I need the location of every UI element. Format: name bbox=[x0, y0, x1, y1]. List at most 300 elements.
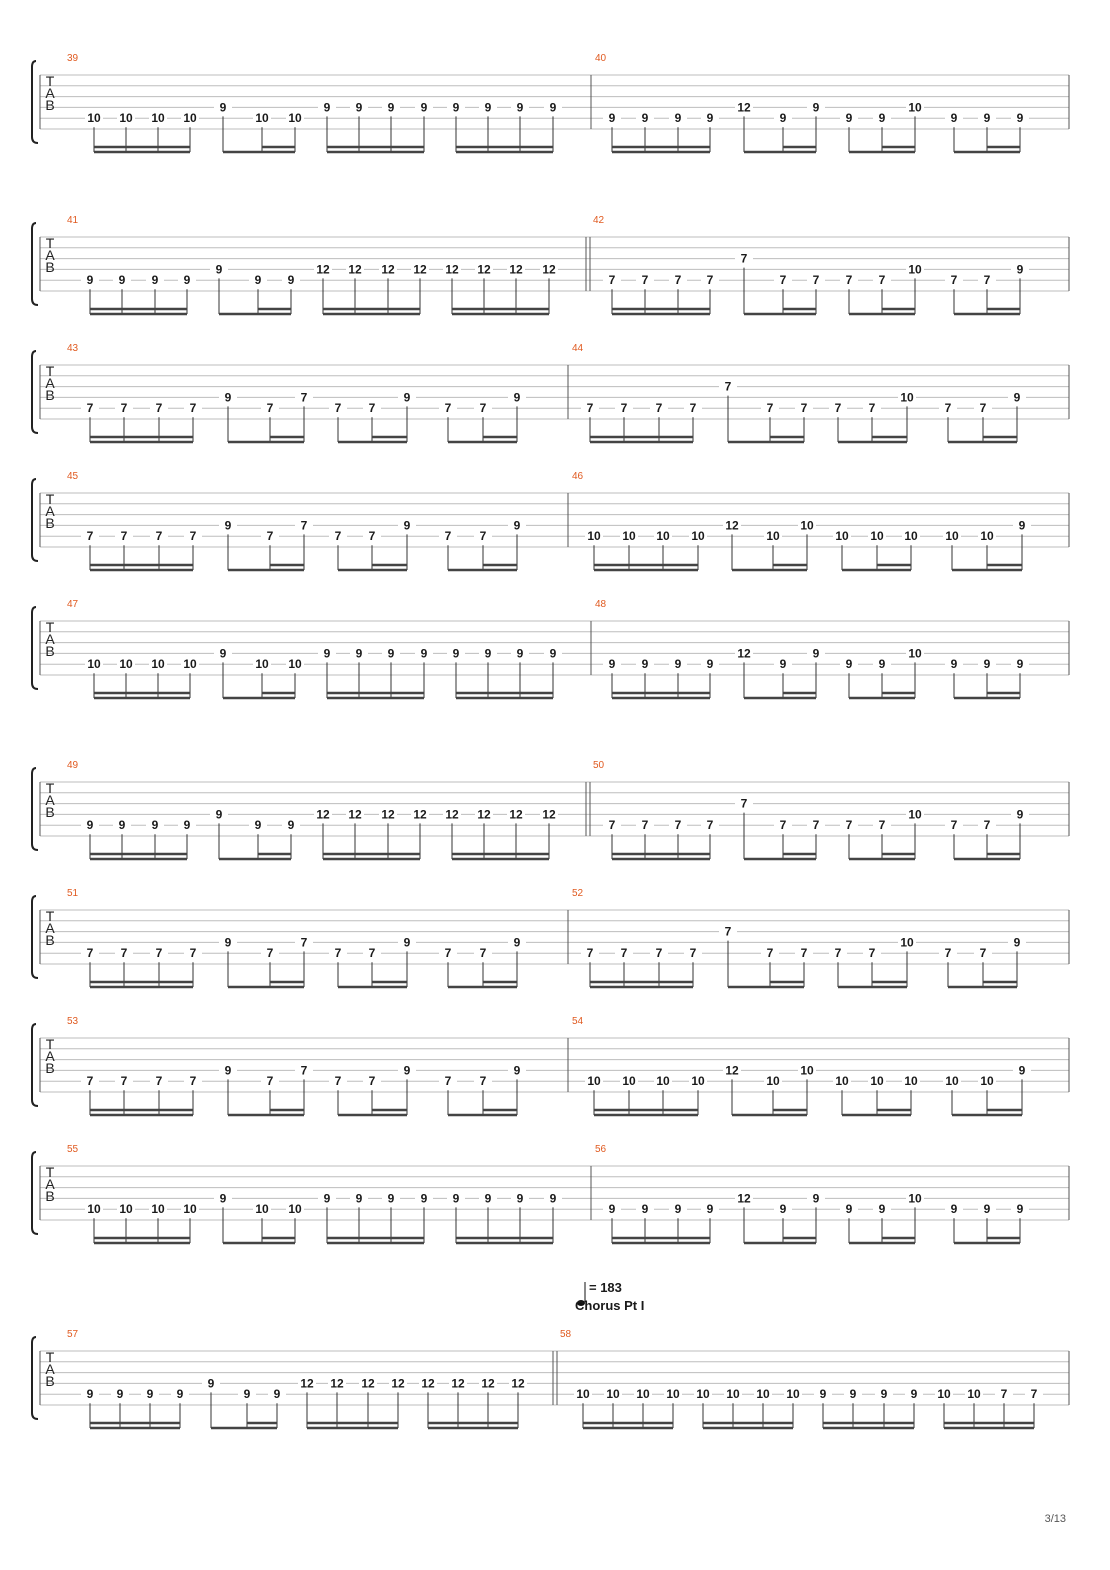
fret-number: 12 bbox=[330, 1376, 344, 1391]
fret-number: 9 bbox=[812, 646, 820, 661]
fret-number: 9 bbox=[387, 646, 395, 661]
fret-number: 10 bbox=[786, 1387, 800, 1402]
fret-number: 7 bbox=[334, 1074, 342, 1089]
fret-number: 9 bbox=[224, 390, 232, 405]
fret-number: 10 bbox=[908, 100, 922, 115]
fret-number: 7 bbox=[155, 401, 163, 416]
measure-number: 42 bbox=[593, 215, 605, 226]
system-bracket bbox=[32, 607, 38, 689]
fret-number: 9 bbox=[641, 657, 649, 672]
fret-number: 7 bbox=[620, 401, 628, 416]
fret-number: 7 bbox=[950, 818, 958, 833]
fret-number: 10 bbox=[119, 111, 133, 126]
measure-number: 56 bbox=[595, 1144, 607, 1155]
fret-number: 10 bbox=[87, 1202, 101, 1217]
fret-number: 12 bbox=[445, 262, 459, 277]
tab-clef-letter: B bbox=[45, 643, 55, 659]
fret-number: 10 bbox=[656, 1074, 670, 1089]
fret-number: 10 bbox=[151, 1202, 165, 1217]
system-bracket bbox=[32, 1024, 38, 1106]
fret-number: 7 bbox=[740, 251, 748, 266]
fret-number: 9 bbox=[452, 100, 460, 115]
fret-number: 7 bbox=[155, 529, 163, 544]
tab-clef-letter: T bbox=[45, 619, 55, 635]
fret-number: 10 bbox=[622, 1074, 636, 1089]
fret-number: 7 bbox=[189, 529, 197, 544]
tab-clef-letter: T bbox=[45, 1349, 55, 1365]
tab-system bbox=[32, 760, 1069, 859]
fret-number: 9 bbox=[243, 1387, 251, 1402]
measure-number: 57 bbox=[67, 1329, 79, 1340]
fret-number: 12 bbox=[348, 262, 362, 277]
fret-number: 10 bbox=[945, 529, 959, 544]
fret-number: 9 bbox=[513, 935, 521, 950]
fret-number: 12 bbox=[542, 262, 556, 277]
tab-clef-letter: T bbox=[45, 363, 55, 379]
tempo-value: = 183 bbox=[589, 1280, 622, 1295]
fret-number: 12 bbox=[481, 1376, 495, 1391]
fret-number: 10 bbox=[900, 390, 914, 405]
fret-number: 9 bbox=[219, 100, 227, 115]
fret-number: 10 bbox=[908, 646, 922, 661]
system-bracket bbox=[32, 351, 38, 433]
tab-system bbox=[32, 1144, 1069, 1243]
fret-number: 7 bbox=[812, 818, 820, 833]
fret-number: 12 bbox=[413, 262, 427, 277]
fret-number: 9 bbox=[484, 100, 492, 115]
fret-number: 9 bbox=[1016, 111, 1024, 126]
fret-number: 7 bbox=[300, 935, 308, 950]
fret-number: 7 bbox=[86, 946, 94, 961]
fret-number: 7 bbox=[444, 401, 452, 416]
fret-number: 9 bbox=[86, 273, 94, 288]
tab-clef-letter: A bbox=[45, 1361, 55, 1377]
fret-number: 9 bbox=[183, 818, 191, 833]
tab-system bbox=[32, 888, 1069, 987]
fret-number: 10 bbox=[766, 1074, 780, 1089]
fret-number: 10 bbox=[980, 1074, 994, 1089]
fret-number: 7 bbox=[689, 401, 697, 416]
fret-number: 10 bbox=[87, 111, 101, 126]
measure-number: 39 bbox=[67, 53, 79, 64]
fret-number: 7 bbox=[368, 401, 376, 416]
fret-number: 9 bbox=[403, 518, 411, 533]
tab-clef-letter: T bbox=[45, 1164, 55, 1180]
fret-number: 7 bbox=[706, 818, 714, 833]
fret-number: 7 bbox=[724, 924, 732, 939]
fret-number: 9 bbox=[387, 100, 395, 115]
fret-number: 9 bbox=[819, 1387, 827, 1402]
fret-number: 7 bbox=[368, 1074, 376, 1089]
system-bracket bbox=[32, 223, 38, 305]
fret-number: 9 bbox=[224, 935, 232, 950]
fret-number: 7 bbox=[120, 401, 128, 416]
measure-number: 43 bbox=[67, 343, 79, 354]
measure-number: 54 bbox=[572, 1016, 584, 1027]
fret-number: 9 bbox=[878, 1202, 886, 1217]
fret-number: 10 bbox=[870, 1074, 884, 1089]
fret-number: 10 bbox=[587, 529, 601, 544]
measure-number: 53 bbox=[67, 1016, 79, 1027]
fret-number: 7 bbox=[983, 273, 991, 288]
fret-number: 7 bbox=[724, 379, 732, 394]
fret-number: 9 bbox=[86, 1387, 94, 1402]
fret-number: 7 bbox=[266, 1074, 274, 1089]
fret-number: 9 bbox=[420, 646, 428, 661]
fret-number: 12 bbox=[421, 1376, 435, 1391]
fret-number: 9 bbox=[287, 818, 295, 833]
system-bracket bbox=[32, 768, 38, 850]
fret-number: 10 bbox=[937, 1387, 951, 1402]
section-label: Chorus Pt I bbox=[575, 1298, 645, 1313]
fret-number: 9 bbox=[706, 657, 714, 672]
measure-number: 50 bbox=[593, 760, 605, 771]
fret-number: 9 bbox=[355, 100, 363, 115]
fret-number: 10 bbox=[587, 1074, 601, 1089]
fret-number: 9 bbox=[513, 1063, 521, 1078]
fret-number: 7 bbox=[766, 401, 774, 416]
fret-number: 7 bbox=[1030, 1387, 1038, 1402]
fret-number: 9 bbox=[355, 1191, 363, 1206]
fret-number: 7 bbox=[444, 946, 452, 961]
measure-number: 51 bbox=[67, 888, 79, 899]
tab-clef-letter: A bbox=[45, 792, 55, 808]
fret-number: 12 bbox=[509, 262, 523, 277]
fret-number: 9 bbox=[845, 657, 853, 672]
fret-number: 10 bbox=[151, 111, 165, 126]
fret-number: 9 bbox=[151, 818, 159, 833]
fret-number: 10 bbox=[87, 657, 101, 672]
fret-number: 7 bbox=[979, 946, 987, 961]
fret-number: 12 bbox=[477, 807, 491, 822]
fret-number: 9 bbox=[983, 111, 991, 126]
system-bracket bbox=[32, 1337, 38, 1419]
fret-number: 9 bbox=[273, 1387, 281, 1402]
fret-number: 7 bbox=[620, 946, 628, 961]
fret-number: 9 bbox=[1016, 807, 1024, 822]
tab-clef-letter: B bbox=[45, 1060, 55, 1076]
tab-clef-letter: B bbox=[45, 259, 55, 275]
fret-number: 7 bbox=[120, 1074, 128, 1089]
measure-number: 47 bbox=[67, 599, 79, 610]
fret-number: 12 bbox=[511, 1376, 525, 1391]
system-bracket bbox=[32, 61, 38, 143]
fret-number: 12 bbox=[542, 807, 556, 822]
measure-number: 45 bbox=[67, 471, 79, 482]
fret-number: 7 bbox=[266, 401, 274, 416]
fret-number: 9 bbox=[641, 111, 649, 126]
measure-number: 52 bbox=[572, 888, 584, 899]
fret-number: 10 bbox=[255, 1202, 269, 1217]
fret-number: 9 bbox=[1013, 935, 1021, 950]
fret-number: 9 bbox=[323, 646, 331, 661]
fret-number: 10 bbox=[980, 529, 994, 544]
fret-number: 9 bbox=[1018, 518, 1026, 533]
fret-number: 9 bbox=[516, 646, 524, 661]
fret-number: 7 bbox=[120, 529, 128, 544]
fret-number: 10 bbox=[800, 518, 814, 533]
fret-number: 7 bbox=[334, 529, 342, 544]
fret-number: 10 bbox=[119, 1202, 133, 1217]
tab-system bbox=[32, 215, 1069, 314]
fret-number: 7 bbox=[300, 518, 308, 533]
fret-number: 7 bbox=[655, 946, 663, 961]
fret-number: 10 bbox=[908, 1191, 922, 1206]
fret-number: 9 bbox=[641, 1202, 649, 1217]
measure-number: 41 bbox=[67, 215, 79, 226]
fret-number: 9 bbox=[355, 646, 363, 661]
tab-clef-letter: A bbox=[45, 1048, 55, 1064]
fret-number: 9 bbox=[224, 518, 232, 533]
fret-number: 7 bbox=[868, 401, 876, 416]
fret-number: 7 bbox=[300, 390, 308, 405]
fret-number: 7 bbox=[266, 946, 274, 961]
fret-number: 12 bbox=[451, 1376, 465, 1391]
fret-number: 7 bbox=[674, 818, 682, 833]
fret-number: 7 bbox=[740, 796, 748, 811]
fret-number: 9 bbox=[849, 1387, 857, 1402]
fret-number: 9 bbox=[516, 1191, 524, 1206]
fret-number: 9 bbox=[452, 646, 460, 661]
fret-number: 12 bbox=[316, 807, 330, 822]
fret-number: 9 bbox=[674, 1202, 682, 1217]
fret-number: 10 bbox=[908, 262, 922, 277]
fret-number: 10 bbox=[666, 1387, 680, 1402]
fret-number: 7 bbox=[368, 946, 376, 961]
fret-number: 12 bbox=[348, 807, 362, 822]
fret-number: 12 bbox=[477, 262, 491, 277]
fret-number: 9 bbox=[403, 935, 411, 950]
fret-number: 7 bbox=[845, 818, 853, 833]
fret-number: 7 bbox=[983, 818, 991, 833]
fret-number: 9 bbox=[779, 1202, 787, 1217]
tab-clef-letter: A bbox=[45, 920, 55, 936]
fret-number: 10 bbox=[288, 657, 302, 672]
fret-number: 7 bbox=[189, 1074, 197, 1089]
tab-system bbox=[32, 471, 1069, 570]
fret-number: 9 bbox=[219, 1191, 227, 1206]
tab-clef-letter: T bbox=[45, 1036, 55, 1052]
fret-number: 7 bbox=[334, 946, 342, 961]
fret-number: 9 bbox=[549, 646, 557, 661]
fret-number: 9 bbox=[950, 111, 958, 126]
fret-number: 7 bbox=[1000, 1387, 1008, 1402]
fret-number: 9 bbox=[549, 100, 557, 115]
fret-number: 7 bbox=[444, 529, 452, 544]
measure-number: 55 bbox=[67, 1144, 79, 1155]
fret-number: 7 bbox=[641, 273, 649, 288]
fret-number: 12 bbox=[300, 1376, 314, 1391]
fret-number: 10 bbox=[255, 111, 269, 126]
fret-number: 7 bbox=[608, 273, 616, 288]
tab-clef-letter: B bbox=[45, 1373, 55, 1389]
fret-number: 10 bbox=[255, 657, 269, 672]
fret-number: 7 bbox=[155, 1074, 163, 1089]
fret-number: 7 bbox=[766, 946, 774, 961]
fret-number: 7 bbox=[812, 273, 820, 288]
fret-number: 9 bbox=[910, 1387, 918, 1402]
fret-number: 7 bbox=[845, 273, 853, 288]
tab-clef-letter: T bbox=[45, 235, 55, 251]
fret-number: 12 bbox=[725, 518, 739, 533]
tab-system bbox=[32, 1016, 1069, 1115]
fret-number: 9 bbox=[878, 111, 886, 126]
fret-number: 9 bbox=[452, 1191, 460, 1206]
fret-number: 9 bbox=[254, 273, 262, 288]
fret-number: 10 bbox=[636, 1387, 650, 1402]
fret-number: 7 bbox=[944, 946, 952, 961]
fret-number: 9 bbox=[323, 1191, 331, 1206]
fret-number: 7 bbox=[779, 818, 787, 833]
tab-clef-letter: B bbox=[45, 387, 55, 403]
measure-number: 49 bbox=[67, 760, 79, 771]
fret-number: 9 bbox=[845, 1202, 853, 1217]
fret-number: 9 bbox=[323, 100, 331, 115]
fret-number: 7 bbox=[834, 946, 842, 961]
systems-layer bbox=[32, 53, 1069, 1428]
fret-number: 10 bbox=[800, 1063, 814, 1078]
fret-number: 12 bbox=[509, 807, 523, 822]
fret-number: 10 bbox=[691, 529, 705, 544]
page-number: 3/13 bbox=[1044, 1513, 1066, 1525]
fret-number: 10 bbox=[904, 1074, 918, 1089]
fret-number: 9 bbox=[674, 111, 682, 126]
fret-number: 7 bbox=[944, 401, 952, 416]
fret-number: 9 bbox=[176, 1387, 184, 1402]
tab-clef-letter: T bbox=[45, 908, 55, 924]
fret-number: 9 bbox=[513, 390, 521, 405]
fret-number: 10 bbox=[151, 657, 165, 672]
fret-number: 7 bbox=[334, 401, 342, 416]
fret-number: 9 bbox=[950, 657, 958, 672]
fret-number: 10 bbox=[835, 1074, 849, 1089]
tab-clef-letter: A bbox=[45, 1176, 55, 1192]
tab-clef-letter: T bbox=[45, 780, 55, 796]
fret-number: 7 bbox=[479, 529, 487, 544]
fret-number: 9 bbox=[219, 646, 227, 661]
fret-number: 7 bbox=[800, 946, 808, 961]
fret-number: 9 bbox=[1013, 390, 1021, 405]
fret-number: 9 bbox=[779, 111, 787, 126]
fret-number: 9 bbox=[608, 1202, 616, 1217]
fret-number: 9 bbox=[845, 111, 853, 126]
fret-number: 9 bbox=[403, 390, 411, 405]
tempo-marking bbox=[575, 1280, 644, 1313]
fret-number: 12 bbox=[361, 1376, 375, 1391]
fret-number: 7 bbox=[444, 1074, 452, 1089]
fret-number: 9 bbox=[118, 273, 126, 288]
fret-number: 10 bbox=[726, 1387, 740, 1402]
fret-number: 10 bbox=[183, 111, 197, 126]
fret-number: 7 bbox=[655, 401, 663, 416]
fret-number: 9 bbox=[116, 1387, 124, 1402]
fret-number: 10 bbox=[756, 1387, 770, 1402]
tab-clef-letter: A bbox=[45, 85, 55, 101]
fret-number: 9 bbox=[287, 273, 295, 288]
fret-number: 12 bbox=[737, 100, 751, 115]
fret-number: 10 bbox=[606, 1387, 620, 1402]
fret-number: 9 bbox=[207, 1376, 215, 1391]
measure-number: 40 bbox=[595, 53, 607, 64]
fret-number: 7 bbox=[689, 946, 697, 961]
tab-clef-letter: B bbox=[45, 932, 55, 948]
fret-number: 7 bbox=[266, 529, 274, 544]
fret-number: 10 bbox=[288, 111, 302, 126]
fret-number: 7 bbox=[86, 401, 94, 416]
fret-number: 9 bbox=[779, 657, 787, 672]
fret-number: 7 bbox=[586, 946, 594, 961]
fret-number: 9 bbox=[880, 1387, 888, 1402]
tab-system bbox=[32, 599, 1069, 698]
fret-number: 9 bbox=[516, 100, 524, 115]
measure-number: 48 bbox=[595, 599, 607, 610]
tab-clef-letter: T bbox=[45, 491, 55, 507]
fret-number: 7 bbox=[120, 946, 128, 961]
fret-number: 9 bbox=[513, 518, 521, 533]
fret-number: 12 bbox=[381, 262, 395, 277]
system-bracket bbox=[32, 1152, 38, 1234]
fret-number: 9 bbox=[118, 818, 126, 833]
fret-number: 9 bbox=[1016, 1202, 1024, 1217]
fret-number: 9 bbox=[706, 1202, 714, 1217]
fret-number: 10 bbox=[656, 529, 670, 544]
fret-number: 7 bbox=[368, 529, 376, 544]
system-bracket bbox=[32, 479, 38, 561]
fret-number: 7 bbox=[479, 946, 487, 961]
fret-number: 7 bbox=[586, 401, 594, 416]
system-bracket bbox=[32, 896, 38, 978]
fret-number: 7 bbox=[878, 273, 886, 288]
fret-number: 9 bbox=[983, 1202, 991, 1217]
fret-number: 7 bbox=[674, 273, 682, 288]
fret-number: 10 bbox=[904, 529, 918, 544]
fret-number: 7 bbox=[479, 401, 487, 416]
fret-number: 7 bbox=[950, 273, 958, 288]
fret-number: 9 bbox=[1016, 262, 1024, 277]
fret-number: 10 bbox=[183, 657, 197, 672]
fret-number: 9 bbox=[420, 100, 428, 115]
fret-number: 9 bbox=[403, 1063, 411, 1078]
fret-number: 12 bbox=[445, 807, 459, 822]
fret-number: 10 bbox=[945, 1074, 959, 1089]
fret-number: 9 bbox=[215, 807, 223, 822]
fret-number: 9 bbox=[812, 100, 820, 115]
fret-number: 9 bbox=[484, 1191, 492, 1206]
fret-number: 7 bbox=[979, 401, 987, 416]
fret-number: 9 bbox=[387, 1191, 395, 1206]
fret-number: 9 bbox=[549, 1191, 557, 1206]
fret-number: 9 bbox=[950, 1202, 958, 1217]
fret-number: 9 bbox=[146, 1387, 154, 1402]
fret-number: 12 bbox=[737, 646, 751, 661]
measure-number: 44 bbox=[572, 343, 584, 354]
tab-clef-letter: A bbox=[45, 503, 55, 519]
fret-number: 7 bbox=[800, 401, 808, 416]
tab-system bbox=[32, 1329, 1069, 1428]
fret-number: 7 bbox=[189, 401, 197, 416]
fret-number: 9 bbox=[484, 646, 492, 661]
fret-number: 9 bbox=[608, 111, 616, 126]
fret-number: 7 bbox=[155, 946, 163, 961]
fret-number: 10 bbox=[835, 529, 849, 544]
fret-number: 7 bbox=[706, 273, 714, 288]
fret-number: 9 bbox=[183, 273, 191, 288]
fret-number: 7 bbox=[779, 273, 787, 288]
fret-number: 7 bbox=[189, 946, 197, 961]
tab-clef-letter: A bbox=[45, 247, 55, 263]
tab-clef-letter: B bbox=[45, 515, 55, 531]
fret-number: 10 bbox=[766, 529, 780, 544]
